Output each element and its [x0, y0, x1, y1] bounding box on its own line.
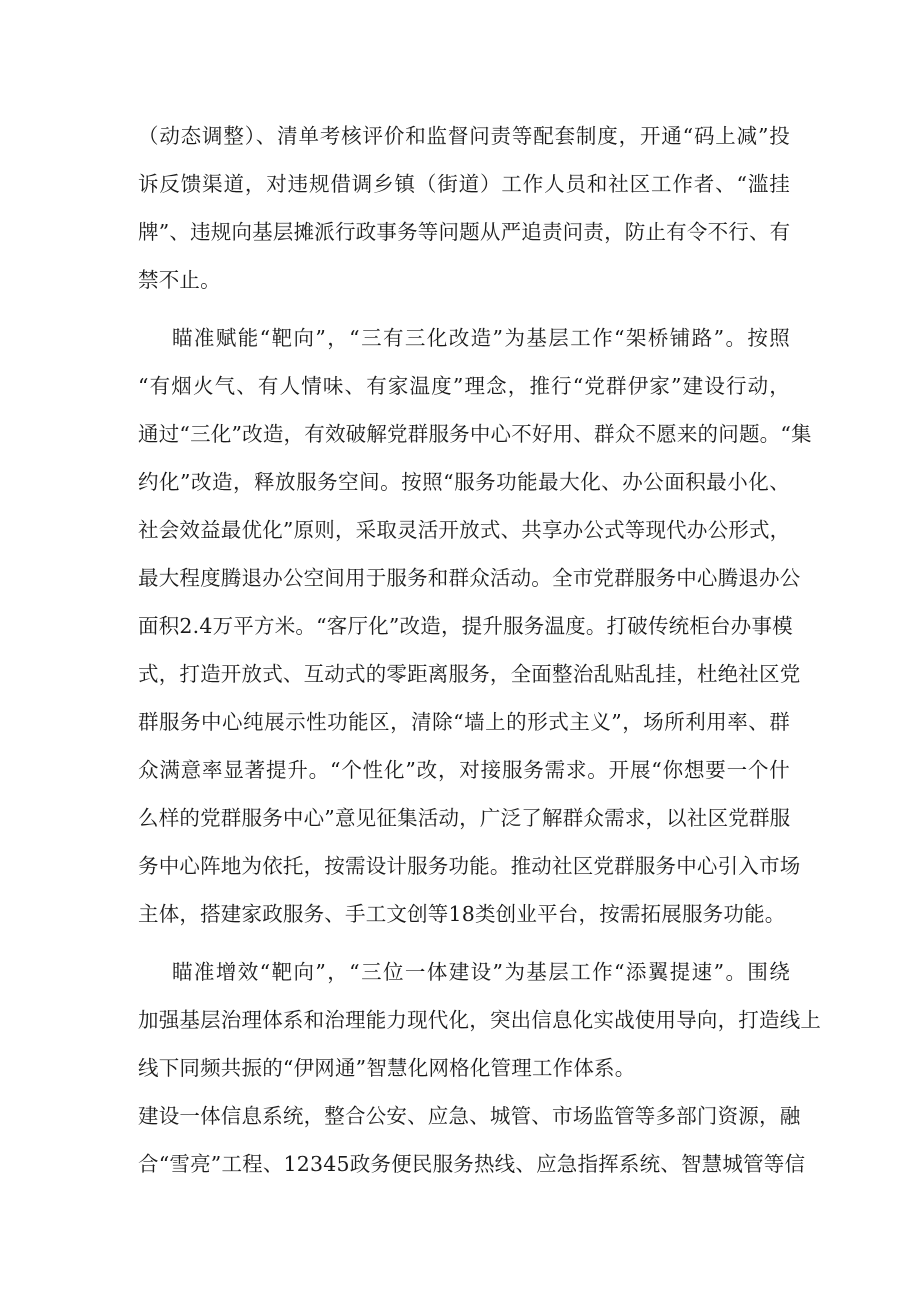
text-line: 线下同频共振的“伊网通”智慧化网格化管理工作体系。	[138, 1056, 636, 1080]
text-line: 式，打造开放式、互动式的零距离服务，全面整治乱贴乱挂，杜绝社区党	[138, 662, 801, 686]
text-line: 合“雪亮”工程、12345政务便民服务热线、应急指挥系统、智慧城管等信	[138, 1152, 806, 1176]
text-line: 群服务中心纯展示性功能区，清除“墙上的形式主义”，场所利用率、群	[138, 710, 790, 734]
text-line: 诉反馈渠道，对违规借调乡镇（街道）工作人员和社区工作者、“滥挂	[138, 172, 790, 196]
text-line: 约化”改造，释放服务空间。按照“服务功能最大化、办公面积最小化、	[138, 470, 790, 494]
text-line: 社会效益最优化”原则，采取灵活开放式、共享办公式等现代办公形式，	[138, 518, 791, 542]
text-line: 么样的党群服务中心”意见征集活动，广泛了解群众需求，以社区党群服	[138, 806, 791, 830]
text-line: 瞄准赋能“靶向”，“三有三化改造”为基层工作“架桥铺路”。按照	[172, 326, 790, 350]
text-line: 主体，搭建家政服务、手工文创等18类创业平台，按需拓展服务功能。	[138, 902, 786, 926]
text-line: 最大程度腾退办公空间用于服务和群众活动。全市党群服务中心腾退办公	[138, 566, 801, 590]
text-line: 牌”、违规向基层摊派行政事务等问题从严追责问责，防止有令不行、有	[138, 220, 791, 244]
text-line: （动态调整）、清单考核评价和监督问责等配套制度，开通“码上减”投	[138, 124, 790, 148]
paragraph-1	[138, 112, 790, 304]
paragraph-2	[138, 314, 812, 938]
text-line: “有烟火气、有人情味、有家温度”理念，推行“党群伊家”建设行动，	[138, 374, 790, 398]
paragraph-4	[138, 1092, 806, 1188]
text-line: 通过“三化”改造，有效破解党群服务中心不好用、群众不愿来的问题。“集	[138, 422, 812, 446]
text-line: 禁不止。	[138, 268, 221, 292]
text-line: 面积2.4万平方米。“客厅化”改造，提升服务温度。打破传统柜台办事模	[138, 614, 793, 638]
text-line: 务中心阵地为依托，按需设计服务功能。推动社区党群服务中心引入市场	[138, 854, 801, 878]
text-line: 众满意率显著提升。“个性化”改，对接服务需求。开展“你想要一个什	[138, 758, 790, 782]
text-line: 建设一体信息系统，整合公安、应急、城管、市场监管等多部门资源，融	[138, 1104, 801, 1128]
document-body	[138, 112, 822, 1188]
text-line: 加强基层治理体系和治理能力现代化，突出信息化实战使用导向，打造线上	[138, 1008, 822, 1032]
text-line: 瞄准增效“靶向”，“三位一体建设”为基层工作“添翼提速”。围绕	[172, 960, 790, 984]
paragraph-3	[138, 948, 822, 1092]
